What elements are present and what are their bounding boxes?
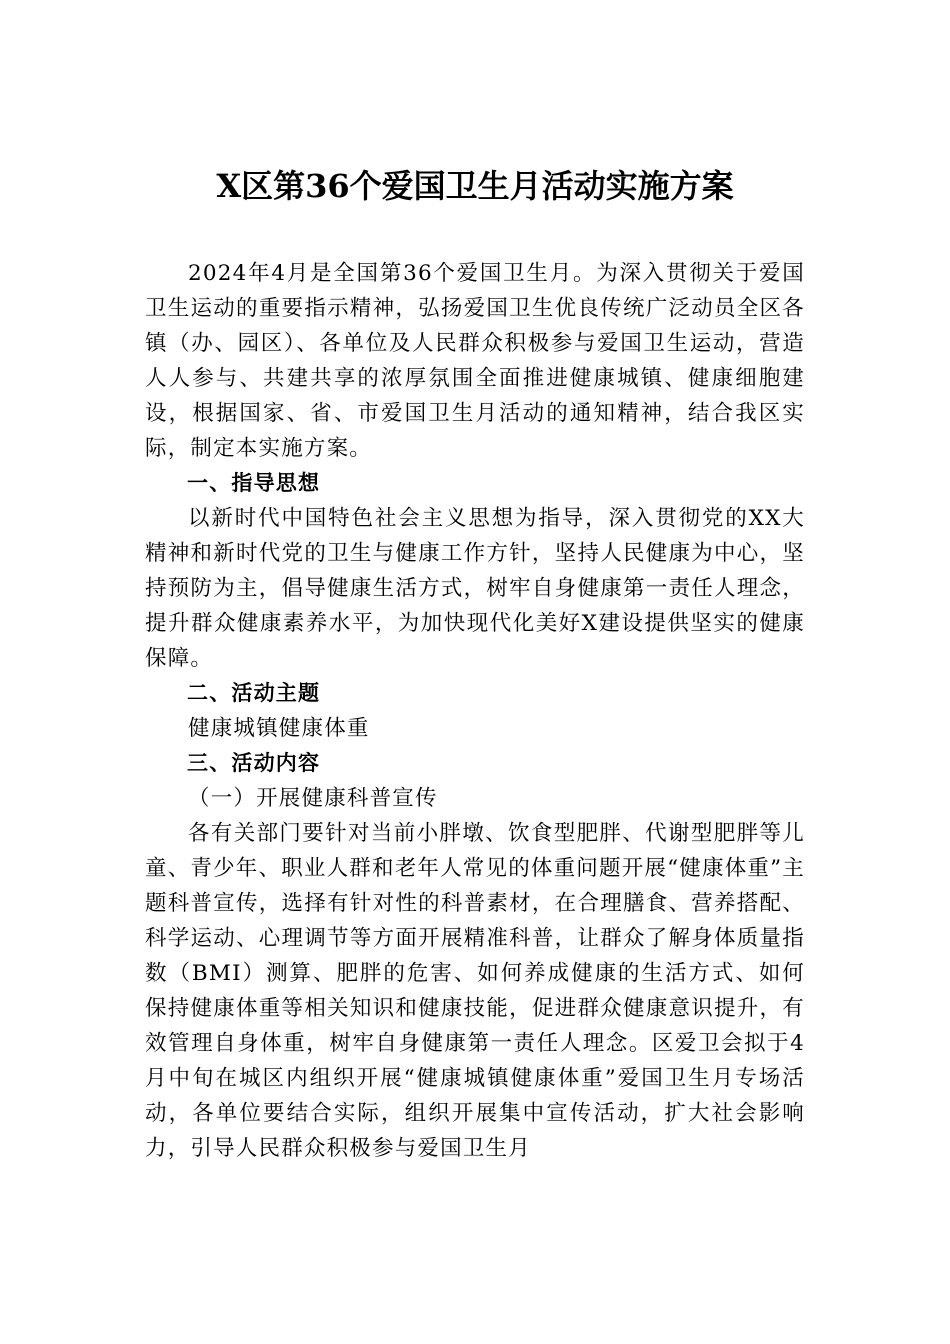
guiding-ideology-paragraph: 以新时代中国特色社会主义思想为指导，深入贯彻党的XX大精神和新时代党的卫生与健康工作方针，坚持人民健康为中心，坚持预防为主，倡导健康生活方式，树牢自身健康第一责任人理念，提升群众健康素养水平，为加快现代化美好X建设提供坚实的健康保障。: [145, 506, 805, 671]
subsection-heading-science-publicity: （一）开展健康科普宣传: [188, 786, 438, 811]
document-body: [145, 256, 805, 1166]
section-heading-activity-theme: 二、活动主题: [187, 681, 321, 705]
section-heading-guiding-ideology: 一、指导思想: [187, 471, 321, 495]
section-heading-activity-content: 三、活动内容: [187, 751, 321, 775]
science-publicity-paragraph: 各有关部门要针对当前小胖墩、饮食型肥胖、代谢型肥胖等儿童、青少年、职业人群和老年人常见的体重问题开展“健康体重”主题科普宣传，选择有针对性的科普素材，在合理膳食、营养搭配、科学运动、心理调节等方面开展精准科普，让群众了解身体质量指数（BMI）测算、肥胖的危害、如何养成健康的生活方式、如何保持健康体重等相关知识和健康技能，促进群众健康意识提升，有效管理自身体重，树牢自身健康第一责任人理念。区爱卫会拟于4月中旬在城区内组织开展“健康城镇健康体重”爱国卫生月专场活动，各单位要结合实际，组织开展集中宣传活动，扩大社会影响力，引导人民群众积极参与爱国卫生月: [145, 821, 805, 1161]
document-title: X区第36个爱国卫生月活动实施方案: [216, 167, 734, 205]
intro-paragraph: 2024年4月是全国第36个爱国卫生月。为深入贯彻关于爱国卫生运动的重要指示精神，弘扬爱国卫生优良传统广泛动员全区各镇（办、园区）、各单位及人民群众积极参与爱国卫生运动，营造人人参与、共建共享的浓厚氛围全面推进健康城镇、健康细胞建设，根据国家、省、市爱国卫生月活动的通知精神，结合我区实际，制定本实施方案。: [145, 261, 805, 461]
activity-theme-text: 健康城镇健康体重: [188, 716, 370, 741]
